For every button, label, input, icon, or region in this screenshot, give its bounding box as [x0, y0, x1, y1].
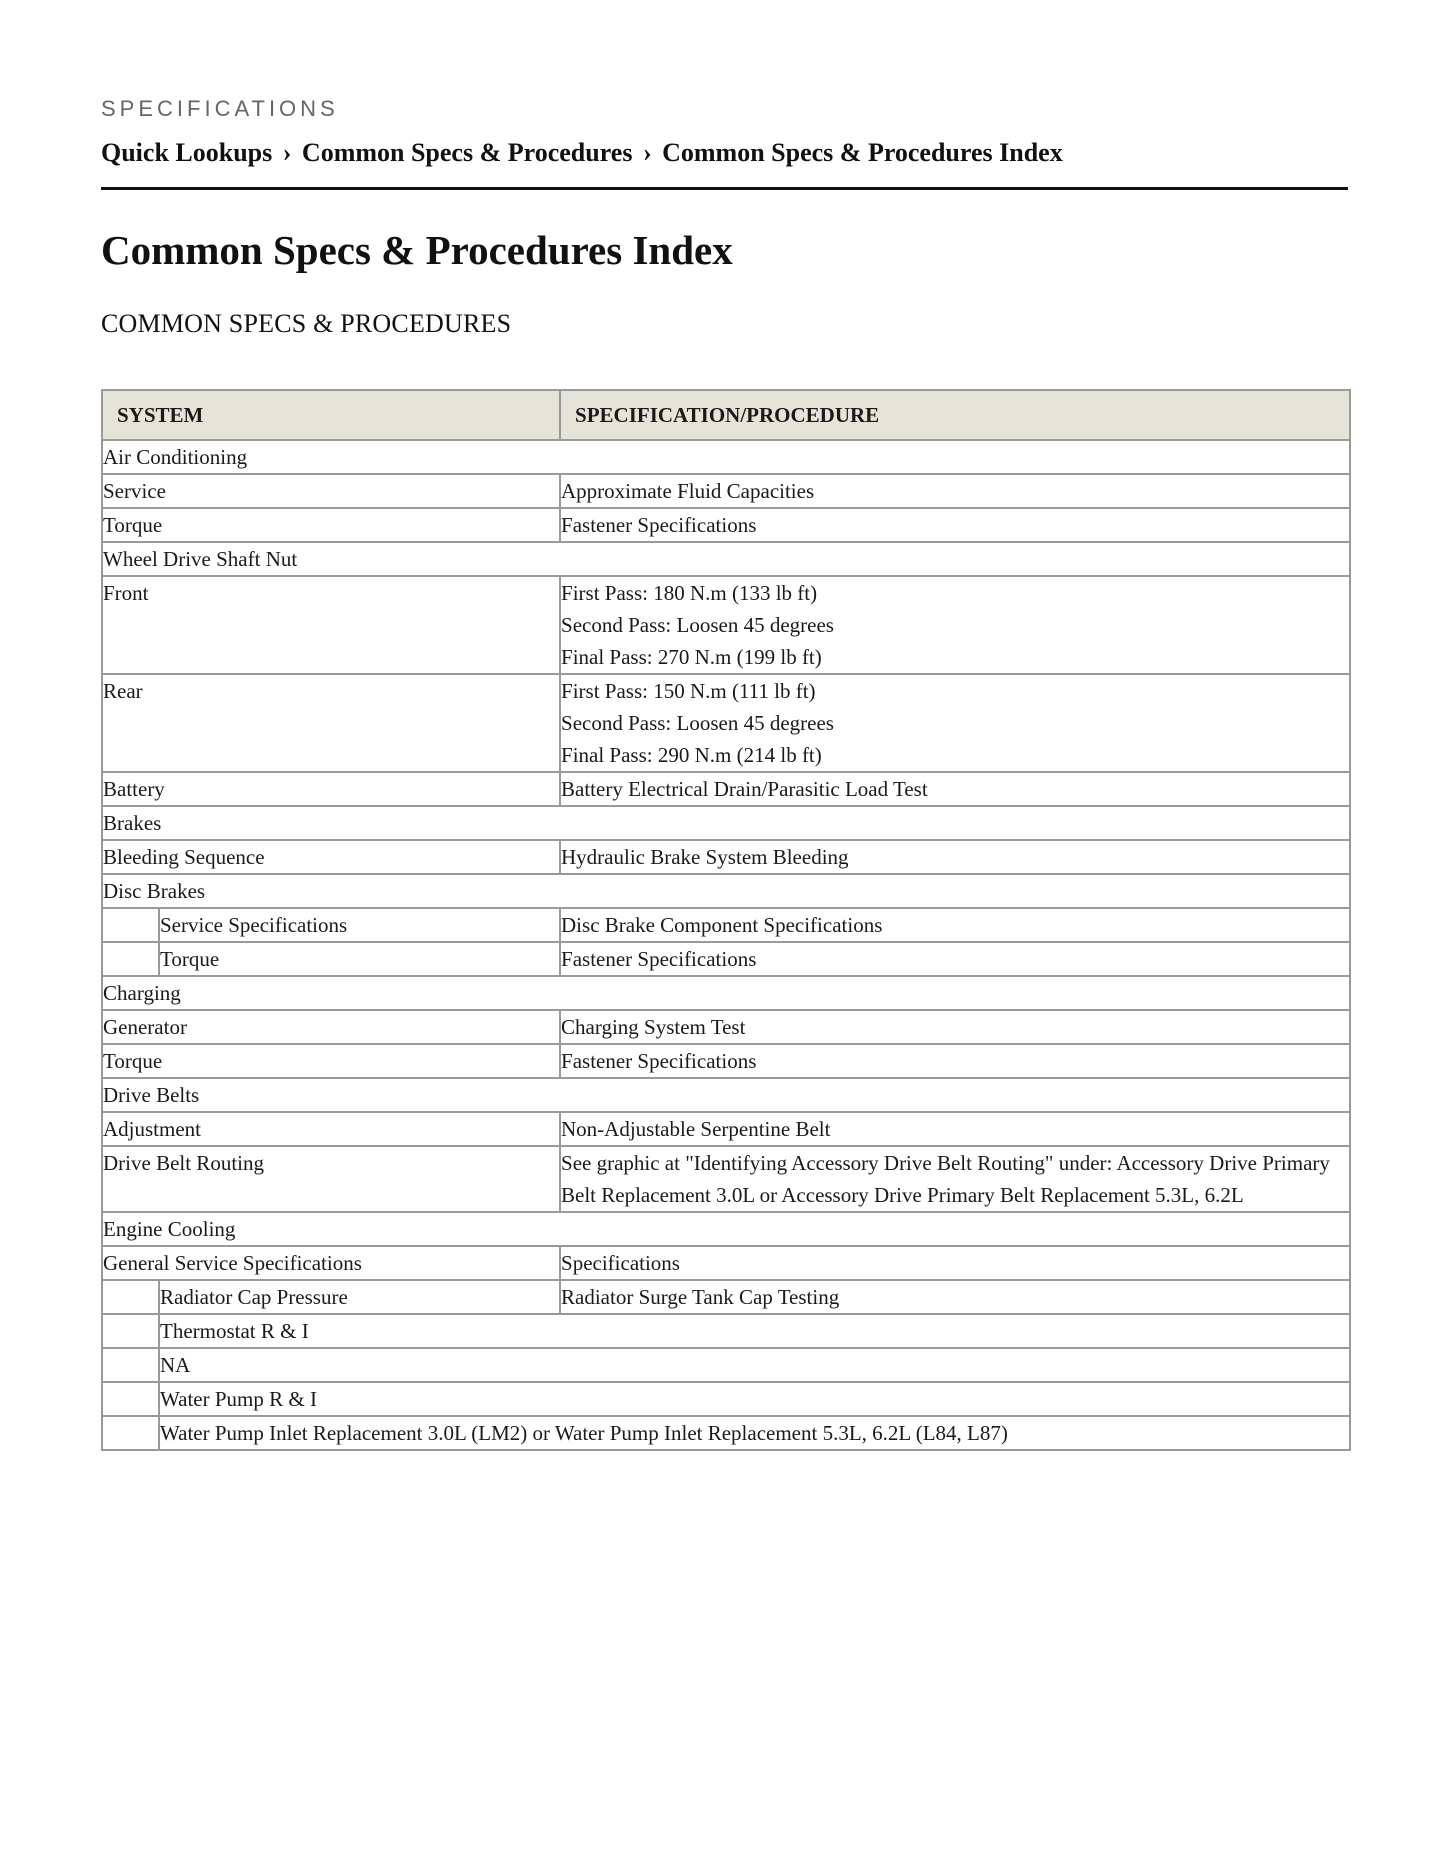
- subgroup-heading: Water Pump R & I: [159, 1382, 1350, 1416]
- spec-link[interactable]: Hydraulic Brake System Bleeding: [560, 840, 1350, 874]
- breadcrumb-separator: ›: [642, 138, 652, 167]
- system-cell: Torque: [159, 942, 560, 976]
- table-row: [102, 874, 1350, 908]
- group-heading: Drive Belts: [102, 1078, 1350, 1112]
- table-row: [102, 440, 1350, 474]
- breadcrumb-item-quick-lookups[interactable]: Quick Lookups: [101, 138, 273, 167]
- spec-link[interactable]: Radiator Surge Tank Cap Testing: [560, 1280, 1350, 1314]
- page-title: Common Specs & Procedures Index: [101, 227, 733, 273]
- spec-line: Second Pass: Loosen 45 degrees: [561, 711, 834, 735]
- table-row: [102, 1382, 1350, 1416]
- group-heading: Wheel Drive Shaft Nut: [102, 542, 1350, 576]
- system-cell: Drive Belt Routing: [102, 1146, 560, 1212]
- group-heading: Engine Cooling: [102, 1212, 1350, 1246]
- section-subtitle: COMMON SPECS & PROCEDURES: [101, 309, 512, 338]
- spec-line: Final Pass: 270 N.m (199 lb ft): [561, 645, 822, 669]
- group-heading: Brakes: [102, 806, 1350, 840]
- breadcrumb: [101, 138, 1063, 168]
- spec-link[interactable]: Disc Brake Component Specifications: [560, 908, 1350, 942]
- table-row: [102, 508, 1350, 542]
- system-cell: Front: [102, 576, 560, 674]
- specs-table: [101, 389, 1351, 1451]
- column-header-system: SYSTEM: [102, 390, 560, 440]
- spec-cell: NA: [159, 1348, 1350, 1382]
- spec-link[interactable]: Battery Electrical Drain/Parasitic Load Test: [560, 772, 1350, 806]
- table-row: [102, 542, 1350, 576]
- system-cell: Torque: [102, 508, 560, 542]
- system-cell: Radiator Cap Pressure: [159, 1280, 560, 1314]
- table-row: [102, 674, 1350, 772]
- spec-link[interactable]: Specifications: [560, 1246, 1350, 1280]
- table-row: [102, 1112, 1350, 1146]
- spec-line: Final Pass: 290 N.m (214 lb ft): [561, 743, 822, 767]
- table-row: [102, 908, 1350, 942]
- indent-cell: [102, 908, 159, 942]
- indent-cell: [102, 1348, 159, 1382]
- table-row: [102, 1348, 1350, 1382]
- group-heading: Charging: [102, 976, 1350, 1010]
- spec-link[interactable]: Approximate Fluid Capacities: [560, 474, 1350, 508]
- system-cell: Bleeding Sequence: [102, 840, 560, 874]
- spec-link[interactable]: Fastener Specifications: [560, 942, 1350, 976]
- table-row: [102, 1280, 1350, 1314]
- indent-cell: [102, 1314, 159, 1348]
- spec-cell: [560, 674, 1350, 772]
- section-label: SPECIFICATIONS: [101, 96, 339, 121]
- spec-link[interactable]: Water Pump Inlet Replacement 3.0L (LM2) or Water Pump Inlet Replacement 5.3L, 6.2L (L84, L87): [159, 1416, 1350, 1450]
- spec-line: First Pass: 180 N.m (133 lb ft): [561, 581, 818, 605]
- indent-cell: [102, 1382, 159, 1416]
- system-cell: Service: [102, 474, 560, 508]
- spec-line: First Pass: 150 N.m (111 lb ft): [561, 679, 816, 703]
- spec-link[interactable]: See graphic at "Identifying Accessory Drive Belt Routing" under: Accessory Drive Primary Belt Replacement 3.0L or Accessory Drive Primary Belt Replacement 5.3L, 6.2L: [560, 1146, 1350, 1212]
- spec-link[interactable]: Charging System Test: [560, 1010, 1350, 1044]
- table-row: [102, 1314, 1350, 1348]
- table-row: [102, 1416, 1350, 1450]
- system-cell: Battery: [102, 772, 560, 806]
- system-cell: General Service Specifications: [102, 1246, 560, 1280]
- spec-link[interactable]: Fastener Specifications: [560, 1044, 1350, 1078]
- system-cell: Generator: [102, 1010, 560, 1044]
- indent-cell: [102, 942, 159, 976]
- table-row: [102, 942, 1350, 976]
- indent-cell: [102, 1280, 159, 1314]
- header-divider: [101, 187, 1348, 190]
- group-heading: Air Conditioning: [102, 440, 1350, 474]
- table-row: [102, 1212, 1350, 1246]
- system-cell: Service Specifications: [159, 908, 560, 942]
- spec-line: Second Pass: Loosen 45 degrees: [561, 613, 834, 637]
- table-row: [102, 840, 1350, 874]
- table-row: [102, 1078, 1350, 1112]
- subgroup-heading: Thermostat R & I: [159, 1314, 1350, 1348]
- spec-link[interactable]: Fastener Specifications: [560, 508, 1350, 542]
- table-row: [102, 1010, 1350, 1044]
- subgroup-heading: Disc Brakes: [102, 874, 1350, 908]
- spec-link[interactable]: Non-Adjustable Serpentine Belt: [560, 1112, 1350, 1146]
- column-header-spec: SPECIFICATION/PROCEDURE: [560, 390, 1350, 440]
- indent-cell: [102, 1416, 159, 1450]
- table-row: [102, 1146, 1350, 1212]
- breadcrumb-item-common-specs[interactable]: Common Specs & Procedures: [301, 138, 633, 167]
- table-row: [102, 772, 1350, 806]
- breadcrumb-separator: ›: [282, 138, 292, 167]
- system-cell: Adjustment: [102, 1112, 560, 1146]
- table-row: [102, 806, 1350, 840]
- table-row: [102, 1246, 1350, 1280]
- table-row: [102, 474, 1350, 508]
- table-row: [102, 1044, 1350, 1078]
- breadcrumb-item-current: Common Specs & Procedures Index: [662, 138, 1063, 167]
- system-cell: Torque: [102, 1044, 560, 1078]
- table-row: [102, 576, 1350, 674]
- table-row: [102, 976, 1350, 1010]
- table-header-row: [102, 390, 1350, 440]
- spec-cell: [560, 576, 1350, 674]
- system-cell: Rear: [102, 674, 560, 772]
